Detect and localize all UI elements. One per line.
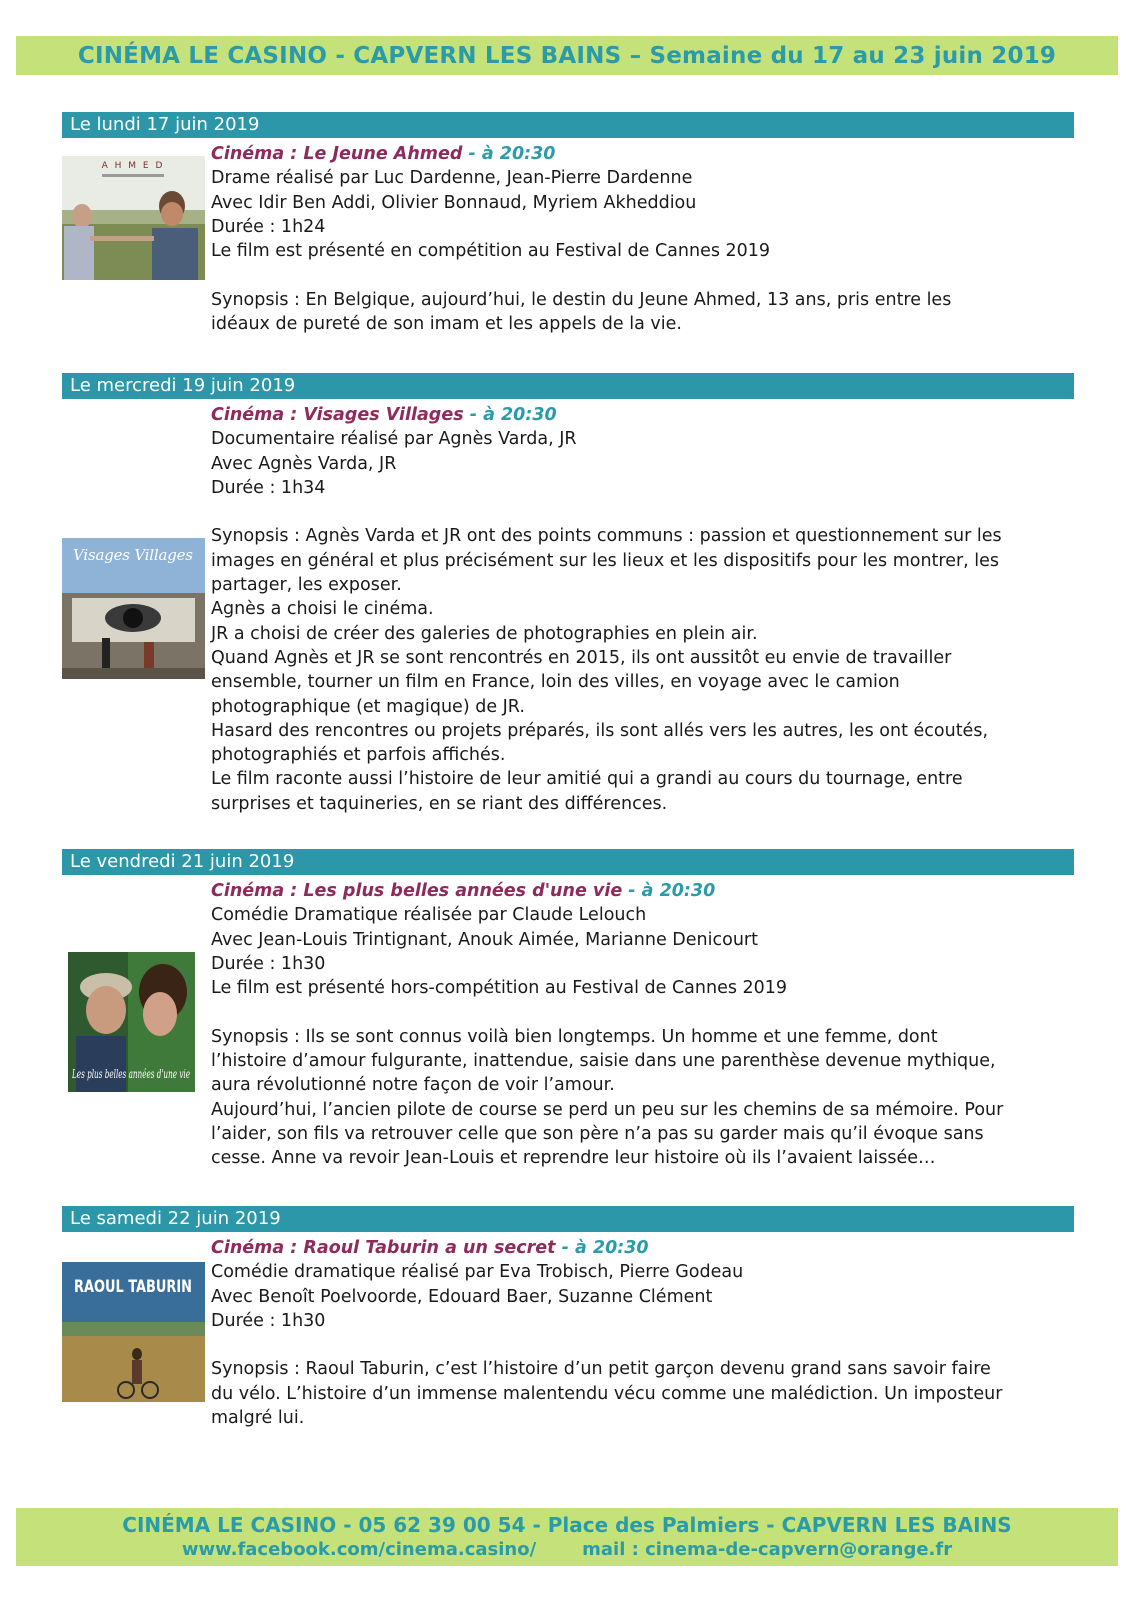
showtime: - à 20:30	[463, 405, 557, 425]
spacer	[211, 1000, 1074, 1024]
showtime: - à 20:30	[462, 144, 556, 164]
detail-line: du vélo. L’histoire d’un immense malentendu vécu comme une malédiction. Un imposteur	[211, 1383, 1003, 1404]
detail-line: partager, les exposer.	[211, 575, 402, 596]
day-header: Le samedi 22 juin 2019	[62, 1206, 1074, 1232]
detail-line: Avec Jean-Louis Trintignant, Anouk Aimée, Marianne Denicourt	[211, 929, 758, 950]
detail-line: cesse. Anne va revoir Jean-Louis et reprendre leur histoire où ils l’avaient laissée…	[211, 1148, 936, 1169]
spacer	[211, 500, 1074, 524]
film-title: Le Jeune Ahmed	[303, 144, 463, 164]
day-header: Le lundi 17 juin 2019	[62, 112, 1074, 138]
detail-line: Documentaire réalisé par Agnès Varda, JR	[211, 429, 577, 450]
film-title-line: Cinéma : Les plus belles années d'une vie - à 20:30	[211, 881, 716, 901]
film-title: Les plus belles années d'une vie	[303, 881, 623, 901]
poster-title-text: A H M E D	[101, 161, 165, 171]
detail-line: l’histoire d’amour fulgurante, inattendue, saisie dans une parenthèse devenue mythique,	[211, 1051, 996, 1072]
page-header-banner	[16, 36, 1118, 75]
facebook-link[interactable]: www.facebook.com/cinema.casino/	[181, 1539, 537, 1560]
film-title-line: Cinéma : Raoul Taburin a un secret - à 20:30	[211, 1238, 649, 1258]
detail-line: malgré lui.	[211, 1408, 305, 1429]
session-body	[62, 1232, 1074, 1430]
film-details	[211, 1260, 1074, 1430]
detail-line: Quand Agnès et JR se sont rencontrés en 2015, ils ont aussitôt eu envie de travailler	[211, 647, 952, 668]
detail-line: Durée : 1h34	[211, 477, 326, 498]
detail-line: Synopsis : Raoul Taburin, c’est l’histoire d’un petit garçon devenu grand sans savoir faire	[211, 1359, 991, 1380]
session-saturday	[62, 1206, 1074, 1430]
detail-line: Durée : 1h30	[211, 953, 326, 974]
detail-line: ensemble, tourner un film en France, loin des villes, en voyage avec le camion	[211, 672, 900, 693]
session-monday	[62, 112, 1074, 336]
detail-line: Hasard des rencontres ou projets préparés, ils sont allés vers les autres, les ont écoutés,	[211, 720, 989, 741]
detail-line: Le film est présenté hors-compétition au Festival de Cannes 2019	[211, 978, 788, 999]
detail-line: images en général et plus précisément sur les lieux et les dispositifs pour les montrer, les	[211, 550, 1000, 571]
session-friday	[62, 849, 1074, 1171]
poster-les-plus-belles-annees	[68, 952, 195, 1092]
detail-line: Agnès a choisi le cinéma.	[211, 599, 434, 620]
detail-line: Comédie Dramatique réalisée par Claude Lelouch	[211, 905, 647, 926]
film-details	[211, 903, 1074, 1170]
session-body	[62, 875, 1074, 1171]
detail-line: Le film raconte aussi l’histoire de leur amitié qui a grandi au cours du tournage, entre	[211, 769, 963, 790]
film-details	[211, 166, 1074, 336]
detail-line: Aujourd’hui, l’ancien pilote de course se perd un peu sur les chemins de sa mémoire. Pour	[211, 1099, 1004, 1120]
poster-title-text: Visages Villages	[73, 546, 193, 564]
detail-line: Avec Agnès Varda, JR	[211, 453, 397, 474]
footer-contact: CINÉMA LE CASINO - 05 62 39 00 54 - Place des Palmiers - CAPVERN LES BAINS	[122, 1513, 1012, 1537]
email-link[interactable]: mail : cinema-de-capvern@orange.fr	[582, 1539, 953, 1560]
detail-line: l’aider, son fils va retrouver celle que son père n’a pas su garder mais qu’il évoque sans	[211, 1123, 984, 1144]
detail-line: JR a choisi de créer des galeries de photographies en plein air.	[211, 623, 758, 644]
detail-line: Comédie dramatique réalisé par Eva Trobisch, Pierre Godeau	[211, 1262, 744, 1283]
detail-line: aura révolutionné notre façon de voir l’amour.	[211, 1075, 615, 1096]
poster-visages-villages	[62, 538, 205, 679]
detail-line: idéaux de pureté de son imam et les appels de la vie.	[211, 314, 682, 335]
detail-line: Synopsis : En Belgique, aujourd’hui, le destin du Jeune Ahmed, 13 ans, pris entre les	[211, 289, 952, 310]
spacer	[211, 263, 1074, 287]
detail-line: Avec Benoît Poelvoorde, Edouard Baer, Suzanne Clément	[211, 1286, 713, 1307]
detail-line: surprises et taquineries, en se riant des différences.	[211, 793, 668, 814]
poster-le-jeune-ahmed	[62, 156, 205, 280]
detail-line: Durée : 1h24	[211, 216, 326, 237]
footer-links	[16, 1538, 1118, 1562]
film-title-line: Cinéma : Visages Villages - à 20:30	[211, 405, 557, 425]
poster-title-text: RAOUL TABURIN	[74, 1277, 192, 1297]
detail-line: photographiés et parfois affichés.	[211, 745, 506, 766]
film-title: Raoul Taburin a un secret	[303, 1238, 556, 1258]
day-header: Le vendredi 21 juin 2019	[62, 849, 1074, 875]
detail-line: Durée : 1h30	[211, 1310, 326, 1331]
session-wednesday	[62, 373, 1074, 816]
spacer	[211, 1333, 1074, 1357]
page-title: CINÉMA LE CASINO - CAPVERN LES BAINS – Semaine du 17 au 23 juin 2019	[77, 42, 1057, 69]
poster-raoul-taburin	[62, 1262, 205, 1402]
day-header: Le mercredi 19 juin 2019	[62, 373, 1074, 399]
session-body	[62, 138, 1074, 336]
showtime: - à 20:30	[622, 881, 716, 901]
film-title-line: Cinéma : Le Jeune Ahmed - à 20:30	[211, 144, 556, 164]
film-details	[211, 427, 1074, 816]
detail-line: Synopsis : Agnès Varda et JR ont des points communs : passion et questionnement sur les	[211, 526, 1002, 547]
detail-line: Avec Idir Ben Addi, Olivier Bonnaud, Myriem Akheddiou	[211, 192, 697, 213]
film-title: Visages Villages	[303, 405, 464, 425]
showtime: - à 20:30	[555, 1238, 649, 1258]
detail-line: Drame réalisé par Luc Dardenne, Jean-Pierre Dardenne	[211, 168, 693, 189]
detail-line: Le film est présenté en compétition au Festival de Cannes 2019	[211, 241, 771, 262]
detail-line: photographique (et magique) de JR.	[211, 696, 525, 717]
detail-line: Synopsis : Ils se sont connus voilà bien longtemps. Un homme et une femme, dont	[211, 1026, 938, 1047]
page-footer-banner	[16, 1508, 1118, 1566]
poster-title-text: Les plus belles années d'une vie	[71, 1067, 190, 1081]
session-body	[62, 399, 1074, 816]
